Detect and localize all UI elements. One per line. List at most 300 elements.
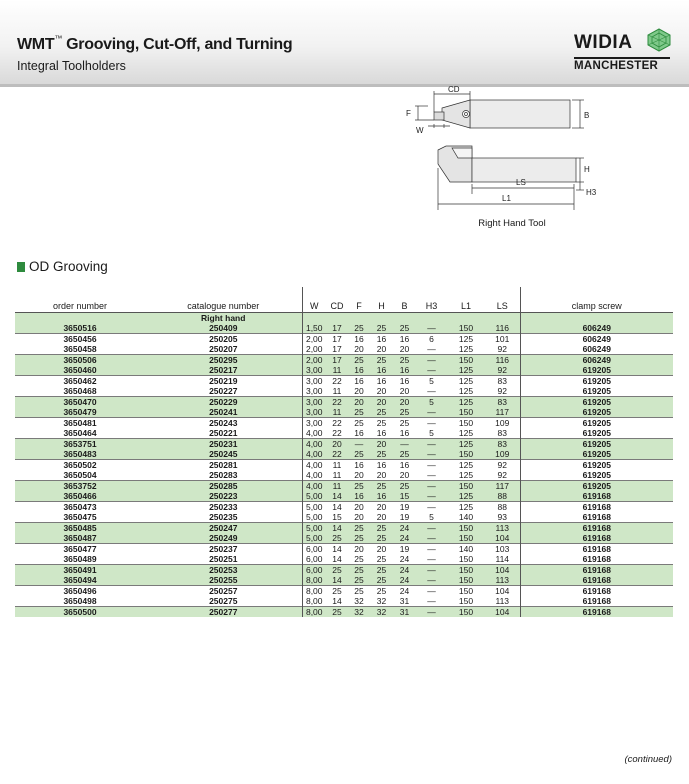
gem-icon <box>646 28 672 52</box>
cell-cd: 25 <box>326 607 348 618</box>
cell-cd: 17 <box>326 334 348 345</box>
table-row <box>15 575 673 586</box>
cell-b: 20 <box>399 470 410 480</box>
cell-order-number: 3653752 <box>15 481 145 492</box>
cell-w: 3,00 <box>302 397 326 408</box>
cell-catalogue-number: 250295 <box>145 355 302 366</box>
cell-cd: 11 <box>326 481 348 492</box>
cell-b: — <box>393 439 416 450</box>
cell-catalogue-number: 250409 <box>145 323 302 334</box>
cell-f: 25 <box>348 355 370 366</box>
cell-f: 25 <box>348 449 370 460</box>
cell-h: 25 <box>370 533 393 544</box>
cell-h: 25 <box>370 355 393 366</box>
cell-clamp-screw: 619205 <box>520 439 673 450</box>
cell-clamp-screw: 619168 <box>520 565 673 576</box>
logo-text-widia: WIDIA <box>574 32 633 53</box>
cell-order-number: 3650483 <box>15 449 145 460</box>
spacer-cell <box>15 313 145 324</box>
cell-cd: 22 <box>326 449 348 460</box>
cell-ls: 113 <box>485 575 520 586</box>
cell-w: 1,50 <box>302 323 326 334</box>
dim-label-w: W <box>416 126 424 135</box>
cell-catalogue-number: 250233 <box>145 502 302 513</box>
cell-w: 8,00 <box>302 607 326 618</box>
cell-h: 25 <box>370 586 393 597</box>
cell-h3: — <box>416 575 447 586</box>
cell-h3: — <box>416 449 447 460</box>
col-header-h: H <box>370 287 393 313</box>
cell-clamp-screw: 606249 <box>520 323 673 334</box>
cell-b: 25 <box>393 407 416 418</box>
cell-h: 16 <box>370 376 393 387</box>
table-row <box>15 596 673 607</box>
cell-ls: 83 <box>485 439 520 450</box>
cell-w: 5,00 <box>302 491 326 502</box>
table-row <box>15 544 673 555</box>
cell-ls: 92 <box>497 344 507 354</box>
cell-cd: 17 <box>332 344 342 354</box>
cell-l1: 150 <box>447 407 485 418</box>
cell-b: 16 <box>393 365 416 376</box>
cell-l1: 140 <box>458 512 474 522</box>
table-row <box>15 586 673 597</box>
cell-b: 24 <box>393 586 416 597</box>
cell-l1: 150 <box>447 607 485 618</box>
spacer-cell <box>302 313 520 324</box>
cell-h: 25 <box>370 418 393 429</box>
cell-order-number: 3650458 <box>63 344 97 354</box>
table-row <box>15 386 673 397</box>
page-title: WMT™ Grooving, Cut-Off, and Turning <box>17 34 293 53</box>
cell-catalogue-number: 250249 <box>145 533 302 544</box>
cell-b: 16 <box>393 334 416 345</box>
subheader-row <box>15 313 673 324</box>
cell-f: 16 <box>348 376 370 387</box>
cell-f: 25 <box>348 575 370 586</box>
table-row <box>15 523 673 534</box>
cell-ls: 109 <box>485 418 520 429</box>
cell-ls: 92 <box>485 460 520 471</box>
cell-clamp-screw: 619168 <box>520 607 673 618</box>
cell-l1: 150 <box>447 481 485 492</box>
cell-h: 16 <box>376 428 387 438</box>
cell-l1: 125 <box>458 428 474 438</box>
cell-l1: 150 <box>458 596 474 606</box>
cell-ls: 83 <box>485 376 520 387</box>
cell-w: 6,00 <box>302 554 326 565</box>
col-header-w: W <box>302 287 326 313</box>
table-row <box>15 460 673 471</box>
cell-l1: 125 <box>447 439 485 450</box>
cell-ls: 88 <box>485 502 520 513</box>
cell-w: 5,00 <box>302 523 326 534</box>
cell-order-number: 3650481 <box>15 418 145 429</box>
cell-catalogue-number: 250229 <box>145 397 302 408</box>
cell-h3: — <box>427 554 436 564</box>
cell-h: 32 <box>370 607 393 618</box>
cell-b: 31 <box>393 607 416 618</box>
cell-l1: 140 <box>447 544 485 555</box>
cell-h: 20 <box>370 439 393 450</box>
cell-clamp-screw: 606249 <box>520 344 673 355</box>
cell-f: 20 <box>348 544 370 555</box>
cell-w: 3,00 <box>302 418 326 429</box>
cell-w: 4,00 <box>302 481 326 492</box>
cell-clamp-screw: 619168 <box>520 575 673 586</box>
cell-clamp-screw: 619168 <box>520 502 673 513</box>
cell-ls: 117 <box>485 481 520 492</box>
cell-w: 4,00 <box>302 439 326 450</box>
cell-h: 25 <box>370 449 393 460</box>
cell-l1: 125 <box>447 376 485 387</box>
cell-catalogue-number: 250223 <box>145 491 302 502</box>
page-header <box>0 0 689 87</box>
table-row <box>15 334 673 345</box>
cell-h: 25 <box>370 323 393 334</box>
cell-l1: 150 <box>447 355 485 366</box>
dim-label-cd: CD <box>448 85 460 94</box>
cell-f: 16 <box>348 334 370 345</box>
cell-h3: — <box>427 344 436 354</box>
cell-h: 25 <box>370 575 393 586</box>
cell-h3: — <box>416 502 447 513</box>
cell-w: 4,00 <box>302 449 326 460</box>
cell-ls: 83 <box>497 428 507 438</box>
cell-l1: 125 <box>447 365 485 376</box>
cell-h3: — <box>416 418 447 429</box>
cell-clamp-screw: 619205 <box>520 449 673 460</box>
cell-f: 20 <box>354 470 364 480</box>
cell-catalogue-number: 250227 <box>209 386 238 396</box>
col-header-catalogue: catalogue number <box>145 287 302 313</box>
cell-b: 25 <box>393 449 416 460</box>
cell-w: 3,00 <box>302 365 326 376</box>
table-row <box>15 470 673 481</box>
cell-l1: 125 <box>458 386 474 396</box>
table-row <box>15 376 673 387</box>
cell-catalogue-number: 250207 <box>209 344 238 354</box>
cell-catalogue-number: 250241 <box>145 407 302 418</box>
green-square-icon <box>17 262 25 272</box>
dim-label-h: H <box>584 165 590 174</box>
table-row <box>15 344 673 355</box>
cell-w: 4,00 <box>302 470 326 481</box>
cell-clamp-screw: 619168 <box>520 586 673 597</box>
table-row <box>15 323 673 334</box>
cell-w: 8,00 <box>302 575 326 586</box>
cell-cd: 15 <box>332 512 342 522</box>
cell-cd: 14 <box>326 544 348 555</box>
cell-catalogue-number: 250237 <box>145 544 302 555</box>
col-header-ls: LS <box>485 287 520 313</box>
cell-h: 25 <box>376 554 387 564</box>
cell-l1: 150 <box>447 323 485 334</box>
col-header-clamp-screw: clamp screw <box>520 287 673 313</box>
cell-cd: 11 <box>332 386 342 396</box>
cell-clamp-screw: 619205 <box>520 386 673 397</box>
cell-cd: 22 <box>326 397 348 408</box>
cell-catalogue-number: 250283 <box>209 470 238 480</box>
cell-order-number: 3650487 <box>15 533 145 544</box>
cell-catalogue-number: 250217 <box>145 365 302 376</box>
cell-cd: 22 <box>332 428 342 438</box>
cell-catalogue-number: 250275 <box>209 596 238 606</box>
cell-l1: 125 <box>447 334 485 345</box>
cell-cd: 25 <box>326 586 348 597</box>
cell-f: 25 <box>348 407 370 418</box>
cell-f: 20 <box>354 386 364 396</box>
cell-catalogue-number: 250253 <box>145 565 302 576</box>
cell-order-number: 3650456 <box>15 334 145 345</box>
cell-l1: 150 <box>447 418 485 429</box>
cell-h3: — <box>416 607 447 618</box>
col-header-l1: L1 <box>447 287 485 313</box>
cell-order-number: 3650496 <box>15 586 145 597</box>
cell-order-number: 3650462 <box>15 376 145 387</box>
cell-cd: 20 <box>326 439 348 450</box>
cell-order-number: 3650485 <box>15 523 145 534</box>
cell-ls: 113 <box>485 523 520 534</box>
dim-label-h3: H3 <box>586 188 597 197</box>
cell-clamp-screw: 619205 <box>520 460 673 471</box>
cell-ls: 92 <box>485 365 520 376</box>
cell-catalogue-number: 250247 <box>145 523 302 534</box>
cell-order-number: 3650475 <box>63 512 97 522</box>
cell-h: 20 <box>376 512 387 522</box>
cell-h3: — <box>416 323 447 334</box>
dim-label-f: F <box>406 109 411 118</box>
product-table <box>15 287 673 617</box>
cell-h: 20 <box>376 386 387 396</box>
cell-clamp-screw: 619168 <box>520 512 673 523</box>
cell-f: — <box>348 439 370 450</box>
cell-ls: 92 <box>497 386 507 396</box>
cell-l1: 125 <box>458 470 474 480</box>
cell-h: 20 <box>370 397 393 408</box>
page-subtitle: Integral Toolholders <box>17 59 126 73</box>
cell-ls: 104 <box>485 607 520 618</box>
cell-b: 25 <box>393 418 416 429</box>
cell-h: 20 <box>370 502 393 513</box>
cell-h3: 5 <box>416 376 447 387</box>
cell-h3: — <box>427 470 436 480</box>
cell-cd: 22 <box>326 376 348 387</box>
cell-f: 16 <box>348 491 370 502</box>
cell-f: 20 <box>348 502 370 513</box>
cell-order-number: 3650498 <box>63 596 97 606</box>
cell-f: 25 <box>348 586 370 597</box>
cell-ls: 93 <box>497 512 507 522</box>
logo-text-manchester: MANCHESTER <box>574 60 659 72</box>
table-row <box>15 355 673 366</box>
table-row <box>15 554 673 565</box>
cell-w: 5,00 <box>302 512 326 523</box>
cell-b: 24 <box>393 565 416 576</box>
cell-b: 16 <box>393 376 416 387</box>
cell-clamp-screw: 619168 <box>520 491 673 502</box>
table-row <box>15 565 673 576</box>
table-row <box>15 607 673 618</box>
cell-f: 25 <box>348 533 370 544</box>
cell-order-number: 3650460 <box>15 365 145 376</box>
dim-label-ls: LS <box>516 178 526 187</box>
section-title: OD Grooving <box>17 259 108 274</box>
cell-cd: 17 <box>326 323 348 334</box>
cell-order-number: 3650500 <box>15 607 145 618</box>
cell-catalogue-number: 250251 <box>209 554 238 564</box>
cell-clamp-screw: 619205 <box>520 481 673 492</box>
diagram-caption: Right Hand Tool <box>478 218 546 229</box>
cell-w: 2,00 <box>302 355 326 366</box>
cell-clamp-screw: 619205 <box>520 470 673 481</box>
cell-l1: 125 <box>458 344 474 354</box>
cell-l1: 150 <box>447 533 485 544</box>
cell-order-number: 3650470 <box>15 397 145 408</box>
cell-h3: — <box>416 491 447 502</box>
cell-b: 24 <box>393 575 416 586</box>
cell-f: 20 <box>354 512 364 522</box>
cell-h: 20 <box>376 470 387 480</box>
cell-b: 16 <box>399 428 410 438</box>
cell-h: 25 <box>370 565 393 576</box>
cell-clamp-screw: 619205 <box>520 376 673 387</box>
cell-b: 25 <box>393 355 416 366</box>
table-row <box>15 418 673 429</box>
cell-order-number: 3650464 <box>63 428 97 438</box>
cell-catalogue-number: 250221 <box>209 428 238 438</box>
cell-h: 25 <box>370 407 393 418</box>
table-row <box>15 502 673 513</box>
cell-cd: 22 <box>326 418 348 429</box>
cell-ls: 116 <box>485 355 520 366</box>
cell-h3: — <box>427 386 436 396</box>
cell-f: 16 <box>354 428 364 438</box>
cell-ls: 113 <box>495 596 510 606</box>
cell-clamp-screw: 606249 <box>520 334 673 345</box>
cell-h3: — <box>416 523 447 534</box>
cell-b: 16 <box>393 460 416 471</box>
cell-cd: 14 <box>326 502 348 513</box>
widia-manchester-logo <box>574 28 674 76</box>
cell-h: 20 <box>370 544 393 555</box>
cell-f: 25 <box>354 554 364 564</box>
cell-b: 24 <box>399 554 410 564</box>
cell-cd: 14 <box>332 554 342 564</box>
cell-w: 6,00 <box>302 544 326 555</box>
col-header-b: B <box>393 287 416 313</box>
cell-l1: 125 <box>447 397 485 408</box>
cell-l1: 150 <box>447 449 485 460</box>
cell-h: 25 <box>370 523 393 534</box>
cell-h: 16 <box>370 365 393 376</box>
logo-divider <box>574 57 670 59</box>
cell-order-number: 3650494 <box>15 575 145 586</box>
cell-w: 5,00 <box>302 533 326 544</box>
cell-h: 16 <box>370 334 393 345</box>
cell-b: 15 <box>393 491 416 502</box>
cell-clamp-screw: 619168 <box>520 544 673 555</box>
cell-h3: — <box>416 355 447 366</box>
cell-clamp-screw: 619168 <box>520 596 673 607</box>
col-header-h3: H3 <box>416 287 447 313</box>
cell-cd: 14 <box>332 596 342 606</box>
cell-ls: 114 <box>495 554 510 564</box>
cell-ls: 116 <box>485 323 520 334</box>
cell-h3: — <box>416 586 447 597</box>
cell-l1: 150 <box>458 554 474 564</box>
cell-l1: 125 <box>447 502 485 513</box>
cell-f: 25 <box>348 418 370 429</box>
cell-b: 20 <box>399 386 410 396</box>
cell-b: 20 <box>393 397 416 408</box>
cell-f: 16 <box>348 460 370 471</box>
cell-w: 3,00 <box>302 386 326 397</box>
cell-order-number: 3650502 <box>15 460 145 471</box>
cell-h: 16 <box>370 491 393 502</box>
cell-l1: 125 <box>447 491 485 502</box>
cell-h3: — <box>416 544 447 555</box>
continued-note: (continued) <box>624 754 672 765</box>
cell-b: 24 <box>393 523 416 534</box>
cell-catalogue-number: 250281 <box>145 460 302 471</box>
dim-label-l1: L1 <box>502 194 511 203</box>
cell-b: 25 <box>393 481 416 492</box>
cell-f: 32 <box>354 596 364 606</box>
cell-h3: — <box>416 439 447 450</box>
cell-catalogue-number: 250245 <box>145 449 302 460</box>
dim-label-b: B <box>584 111 590 120</box>
cell-w: 6,00 <box>302 565 326 576</box>
cell-b: 19 <box>393 502 416 513</box>
cell-catalogue-number: 250231 <box>145 439 302 450</box>
cell-order-number: 3650468 <box>63 386 97 396</box>
table-header-row <box>15 287 673 313</box>
cell-b: 25 <box>393 323 416 334</box>
col-header-cd: CD <box>326 287 348 313</box>
table-row <box>15 449 673 460</box>
cell-w: 2,00 <box>302 344 326 355</box>
cell-order-number: 3650491 <box>15 565 145 576</box>
cell-catalogue-number: 250243 <box>145 418 302 429</box>
cell-order-number: 3650477 <box>15 544 145 555</box>
cell-h3: — <box>416 365 447 376</box>
cell-cd: 14 <box>326 523 348 534</box>
cell-w: 4,00 <box>302 428 326 439</box>
cell-f: 20 <box>354 344 364 354</box>
cell-order-number: 3650506 <box>15 355 145 366</box>
cell-f: 25 <box>348 323 370 334</box>
cell-ls: 104 <box>485 533 520 544</box>
cell-clamp-screw: 619205 <box>520 428 673 439</box>
cell-cd: 14 <box>326 491 348 502</box>
cell-h3: 5 <box>429 428 434 438</box>
cell-cd: 11 <box>326 365 348 376</box>
table-row <box>15 428 673 439</box>
cell-w: 3,00 <box>302 407 326 418</box>
table-row <box>15 533 673 544</box>
col-header-order: order number <box>15 287 145 313</box>
cell-f: 25 <box>348 565 370 576</box>
cell-b: 31 <box>399 596 410 606</box>
cell-h3: — <box>416 533 447 544</box>
cell-h3: 5 <box>416 397 447 408</box>
cell-h: 25 <box>370 481 393 492</box>
cell-clamp-screw: 606249 <box>520 355 673 366</box>
cell-w: 4,00 <box>302 460 326 471</box>
table-row <box>15 397 673 408</box>
cell-clamp-screw: 619168 <box>520 523 673 534</box>
